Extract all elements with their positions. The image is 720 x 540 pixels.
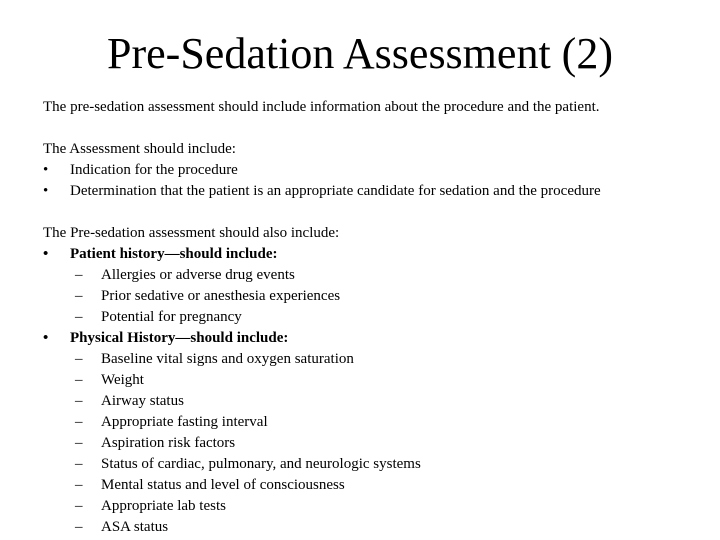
dash-mark: – <box>75 498 83 514</box>
physical-history-item <box>43 433 708 454</box>
patient-history-label: Patient history—should include: <box>70 246 278 262</box>
also-heading: The Pre-sedation assessment should also include: <box>43 225 340 241</box>
dash-mark: – <box>75 456 83 472</box>
physical-history-item <box>43 496 708 517</box>
assessment-item-candidate <box>43 181 708 202</box>
assessment-heading: The Assessment should include: <box>43 141 236 157</box>
dash-mark: – <box>75 519 83 535</box>
physical-history-item <box>43 349 708 370</box>
physical-history-item <box>43 475 708 496</box>
physical-history-label: Physical History—should include: <box>70 330 289 346</box>
physical-history-item-label: Weight <box>101 372 144 388</box>
dash-mark: – <box>75 288 83 304</box>
assessment-item-label: Indication for the procedure <box>70 162 238 178</box>
patient-history-item <box>43 265 708 286</box>
physical-history-item <box>43 391 708 412</box>
physical-history-item-label: Mental status and level of consciousness <box>101 477 345 493</box>
physical-history-item-label: Aspiration risk factors <box>101 435 236 451</box>
physical-history-item-label: Status of cardiac, pulmonary, and neurologic systems <box>101 456 421 472</box>
dash-mark: – <box>75 372 83 388</box>
physical-history-item-label: Airway status <box>101 393 184 409</box>
spacer <box>43 118 708 139</box>
physical-history-item-label: Baseline vital signs and oxygen saturation <box>101 351 354 367</box>
bullet-mark: • <box>43 246 49 262</box>
patient-history-item <box>43 286 708 307</box>
spacer <box>43 202 708 223</box>
dash-mark: – <box>75 393 83 409</box>
physical-history-item <box>43 517 708 538</box>
physical-history-item <box>43 412 708 433</box>
patient-history-item-label: Potential for pregnancy <box>101 309 242 325</box>
patient-history-item-label: Allergies or adverse drug events <box>101 267 295 283</box>
dash-mark: – <box>75 267 83 283</box>
dash-mark: – <box>75 414 83 430</box>
physical-history-heading <box>43 328 708 349</box>
assessment-item-indication <box>43 160 708 181</box>
slide-body <box>43 97 708 538</box>
physical-history-item-label: ASA status <box>101 519 169 535</box>
patient-history-item <box>43 307 708 328</box>
physical-history-item-label: Appropriate fasting interval <box>101 414 268 430</box>
patient-history-item-label: Prior sedative or anesthesia experiences <box>101 288 341 304</box>
bullet-mark: • <box>43 162 49 178</box>
bullet-mark: • <box>43 330 49 346</box>
dash-mark: – <box>75 435 83 451</box>
slide-title: Pre-Sedation Assessment (2) <box>107 29 613 78</box>
bullet-mark: • <box>43 183 49 199</box>
dash-mark: – <box>75 309 83 325</box>
dash-mark: – <box>75 351 83 367</box>
physical-history-item <box>43 370 708 391</box>
physical-history-item <box>43 454 708 475</box>
patient-history-heading <box>43 244 708 265</box>
physical-history-item-label: Appropriate lab tests <box>101 498 226 514</box>
intro-paragraph: The pre-sedation assessment should include information about the procedure and the patient. <box>43 99 600 115</box>
dash-mark: – <box>75 477 83 493</box>
assessment-item-label: Determination that the patient is an appropriate candidate for sedation and the procedure <box>70 183 601 199</box>
